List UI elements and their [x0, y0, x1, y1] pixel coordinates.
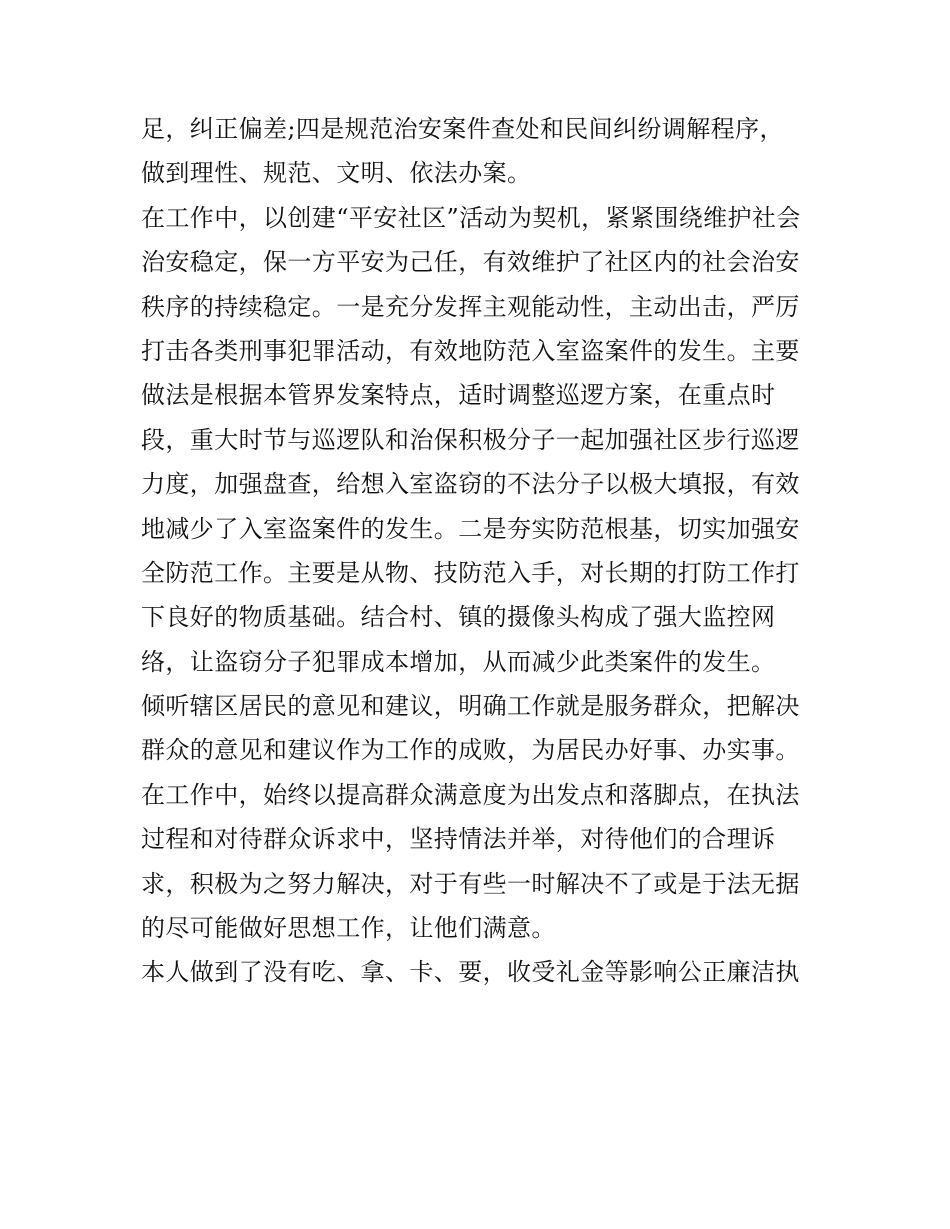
text-line: 治安稳定，保一方平安为己任，有效维护了社区内的社会治安: [141, 248, 800, 277]
text-line: 本人做到了没有吃、拿、卡、要，收受礼金等影响公正廉洁执: [141, 958, 800, 987]
text-line: 下良好的物质基础。结合村、镇的摄像头构成了强大监控网: [141, 603, 776, 632]
text-line: 全防范工作。主要是从物、技防范入手，对长期的打防工作打: [141, 558, 800, 587]
text-line: 过程和对待群众诉求中，坚持情法并举，对待他们的合理诉: [141, 825, 776, 854]
text-line: 做到理性、规范、文明、依法办案。: [141, 159, 532, 188]
text-line: 倾听辖区居民的意见和建议，明确工作就是服务群众，把解决: [141, 692, 800, 721]
text-line: 的尽可能做好思想工作，让他们满意。: [141, 914, 556, 943]
text-line: 足，纠正偏差;四是规范治安案件查处和民间纠纷调解程序，: [141, 115, 784, 143]
text-line: 群众的意见和建议作为工作的成败，为居民办好事、办实事。: [141, 736, 800, 765]
text-line: 段，重大时节与巡逻队和治保积极分子一起加强社区步行巡逻: [141, 425, 800, 454]
text-line: 秩序的持续稳定。一是充分发挥主观能动性，主动出击，严厉: [141, 292, 800, 321]
text-line: 做法是根据本管界发案特点，适时调整巡逻方案，在重点时: [141, 381, 776, 410]
text-line: 络，让盗窃分子犯罪成本增加，从而减少此类案件的发生。: [141, 647, 776, 676]
text-line: 地减少了入室盗案件的发生。二是夯实防范根基，切实加强安: [141, 514, 800, 543]
body-text: [141, 107, 821, 995]
text-line: 力度，加强盘查，给想入室盗窃的不法分子以极大填报，有效: [141, 470, 800, 499]
text-line: 在工作中，始终以提高群众满意度为出发点和落脚点，在执法: [141, 780, 800, 809]
text-line: 打击各类刑事犯罪活动，有效地防范入室盗案件的发生。主要: [141, 336, 800, 365]
text-line: 求，积极为之努力解决，对于有些一时解决不了或是于法无据: [141, 869, 800, 898]
text-line: 在工作中，以创建“平安社区”活动为契机，紧紧围绕维护社会: [141, 203, 801, 232]
